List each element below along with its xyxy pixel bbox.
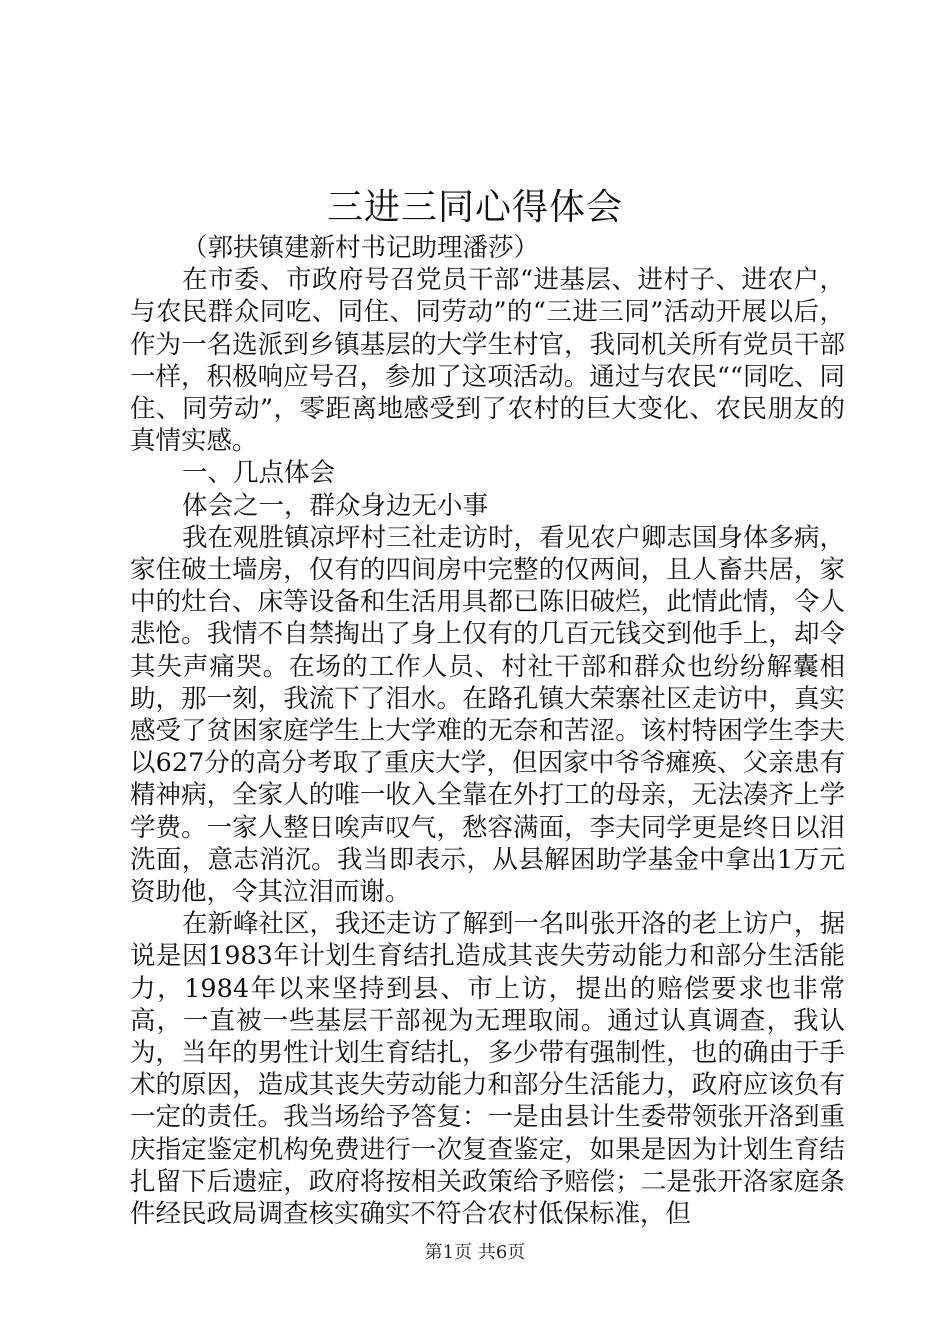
page-number: 第1页 共6页 bbox=[424, 1242, 526, 1263]
subsection-heading: 体会之一，群众身边无小事 bbox=[182, 490, 489, 521]
document-body bbox=[130, 232, 845, 1230]
paragraph-visit: 我在观胜镇凉坪村三社走访时，看见农户卿志国身体多病，家住破土墙房，仅有的四间房中完整的仅两间，且人畜共居，家中的灶台、床等设备和生活用具都已陈旧破烂，此情此情，令人悲怆。我情不自禁掏出了身上仅有的几百元钱交到他手上，却令其失声痛哭。在场的工作人员、村社干部和群众也纷纷解囊相助，那一刻，我流下了泪水。在路孔镇大荣寨社区走访中，真实感受了贫困家庭学生上大学难的无奈和苦涩。该村特困学生李夫以627分的高分考取了重庆大学，但因家中爷爷瘫痪、父亲患有精神病，全家人的唯一收入全靠在外打工的母亲，无法凑齐上学学费。一家人整日唉声叹气，愁容满面，李夫同学更是终日以泪洗面，意志消沉。我当即表示，从县解困助学基金中拿出1万元资助他，令其泣泪而谢。 bbox=[130, 522, 846, 908]
section-heading: 一、几点体会 bbox=[182, 458, 336, 489]
author-line: （郭扶镇建新村书记助理潘莎） bbox=[182, 233, 540, 263]
paragraph-petitioner: 在新峰社区，我还走访了解到一名叫张开洛的老上访户，据说是因1983年计划生育结扎造成其丧失劳动能力和部分生活能力，1984年以来坚持到县、市上访，提出的赔偿要求也非常高，一直被一些基层干部视为无理取闹。通过认真调查，我认为，当年的男性计划生育结扎，多少带有强制性，也的确由于手术的原因，造成其丧失劳动能力和部分生活能力，政府应该负有一定的责任。我当场给予答复：一是由县计生委带领张开洛到重庆指定鉴定机构免费进行一次复查鉴定，如果是因为计划生育结扎留下后遗症，政府将按相关政策给予赔偿；二是张开洛家庭条件经民政局调查核实确实不符合农村低保标准，但 bbox=[130, 909, 846, 1230]
paragraph-intro: 在市委、市政府号召党员干部“进基层、进村子、进农户，与农民群众同吃、同住、同劳动”的“三进三同”活动开展以后，作为一名选派到乡镇基层的大学生村官，我同机关所有党员干部一样，积极响应号召，参加了这项活动。通过与农民““同吃、同住、同劳动”，零距离地感受到了农村的巨大变化、农民朋友的真情实感。 bbox=[130, 265, 845, 457]
page-title: 三进三同心得体会 bbox=[326, 187, 623, 228]
